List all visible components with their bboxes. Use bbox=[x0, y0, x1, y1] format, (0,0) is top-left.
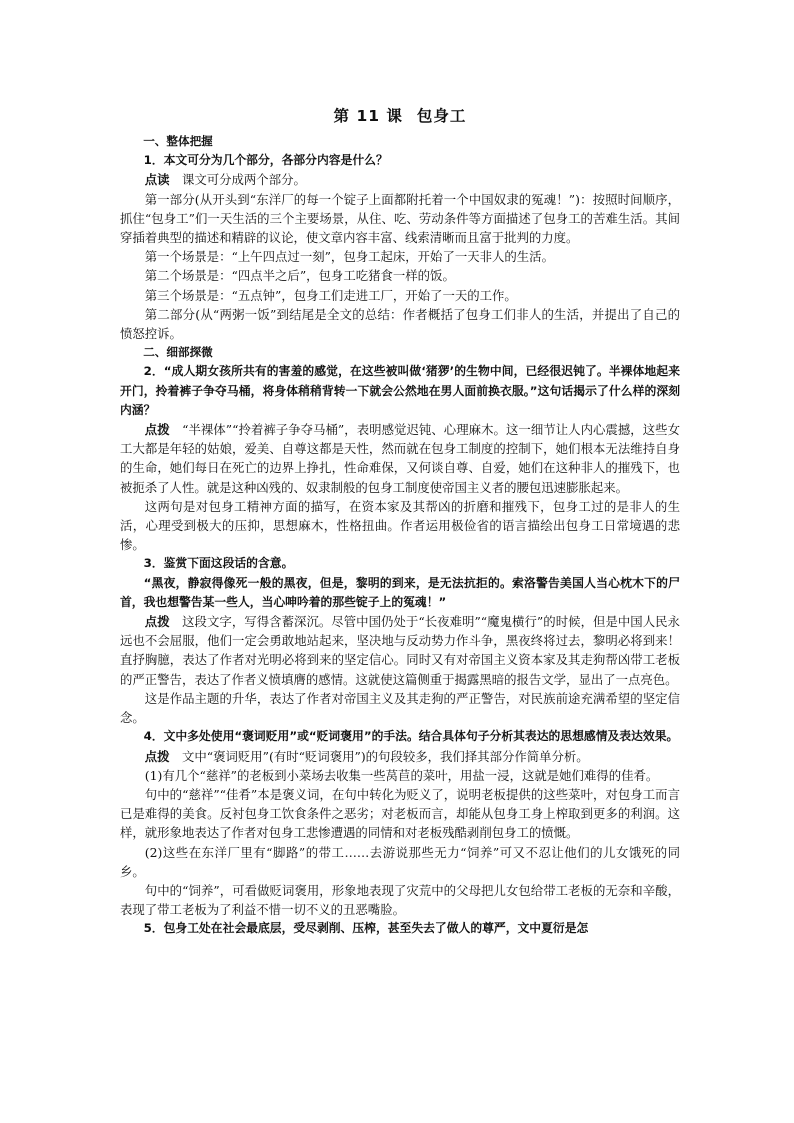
answer-1-scene-3: 第三个场景是：“五点钟”，包身工们走进工厂，开始了一天的工作。 bbox=[144, 287, 517, 303]
question-4: 4．文中多处使用“褒词贬用”或“贬词褒用”的手法。结合具体句子分析其表达的思想感情及表达效果。 bbox=[143, 729, 679, 744]
answer-4-example-1: (1)有几个“慈祥”的老板到小菜场去收集一些莴苣的菜叶，用盐一浸，这就是她们难得的佳肴。 bbox=[144, 767, 659, 783]
page-title bbox=[120, 106, 680, 126]
question-3: 3．鉴赏下面这段话的含意。 bbox=[143, 556, 294, 571]
answer-3 bbox=[120, 612, 680, 689]
answer-3-text: 这段文字，写得含蓄深沉。尽管中国仍处于“长夜难明”“魔鬼横行”的时候，但是中国人民永远也不会屈服，他们一定会勇敢地站起来，坚决地与反动势力作斗争，黑夜终将过去，黎明必将到来！直抒胸臆，表达了作者对光明必将到来的坚定信心。同时又有对帝国主义资本家及其走狗帮凶带工老板的严正警告，表达了作者义愤填膺的感情。这就使这篇侧重于揭露黑暗的报告文学，显出了一点亮色。 bbox=[120, 614, 681, 687]
answer-4-lead: 点拨 bbox=[144, 748, 170, 764]
answer-2-extra: 这两句是对包身工精神方面的描写，在资本家及其帮凶的折磨和摧残下，包身工过的是非人的生活，心理受到极大的压抑，思想麻木，性格扭曲。作者运用极俭省的语言描绘出包身工日常境遇的悲惨。 bbox=[120, 498, 680, 553]
question-3-quote: “黑夜，静寂得像死一般的黑夜，但是，黎明的到来，是无法抗拒的。索洛警告美国人当心枕木下的尸首，我也想警告某一些人，当心呻吟着的那些锭子上的冤魂！” bbox=[120, 575, 680, 609]
answer-4-example-2: (2)这些在东洋厂里有“脚路”的带工……去游说那些无力“饲养”可又不忍让他们的儿女饿死的同乡。 bbox=[120, 844, 680, 879]
answer-1 bbox=[120, 170, 680, 189]
answer-1-scene-1: 第一个场景是：“上午四点过一刻”，包身工起床，开始了一天非人的生活。 bbox=[144, 249, 554, 265]
answer-4-example-2-note: 句中的“饲养”，可看做贬词褒用，形象地表现了灾荒中的父母把儿女包给带工老板的无奈和辛酸，表现了带工老板为了利益不惜一切不义的丑恶嘴脸。 bbox=[120, 882, 680, 918]
answer-1-part-1: 第一部分(从开头到“东洋厂的每一个锭子上面都附托着一个中国奴隶的冤魂！”)：按照时间顺序，抓住“包身工”们一天生活的三个主要场景，从住、吃、劳动条件等方面描述了包身工的苦难生活。其间穿插着典型的描述和精辟的议论，使文章内容丰富、线索清晰而且富于批判的力度。 bbox=[120, 191, 680, 246]
answer-3-extra: 这是作品主题的升华，表达了作者对帝国主义及其走狗的严正警告，对民族前途充满希望的坚定信念。 bbox=[120, 690, 680, 726]
lesson-name: 包身工 bbox=[416, 107, 467, 125]
answer-2-text: “半裸体”“拎着裤子争夺马桶”，表明感觉迟钝、心理麻木。这一细节让人内心震撼，这些女工大都是年轻的姑娘，爱美、自尊这都是天性，然而就在包身工制度的控制下，她们根本无法维持自身的生命，她们每日在死亡的边界上挣扎，性命难保，又何谈自尊、自爱，她们在这种非人的摧残下，也被扼杀了人性。就是这种凶残的、奴隶制般的包身工制度使帝国主义者的腰包迅速膨胀起来。 bbox=[120, 422, 680, 495]
answer-3-lead: 点拨 bbox=[144, 614, 170, 630]
question-2: 2．“成人期女孩所共有的害羞的感觉，在这些被叫做‘猪猡’的生物中间，已经很迟钝了。半裸体地起来开门，拎着裤子争夺马桶，将身体稍稍背转一下就会公然地在男人面前换衣服。”这句话揭示了什么样的深刻内涵？ bbox=[120, 364, 680, 417]
section-heading-overview: 一、整体把握 bbox=[143, 134, 213, 148]
section-heading-details: 二、细部探微 bbox=[143, 345, 213, 360]
answer-4-example-1-note: 句中的“慈祥”“佳肴”本是褒义词，在句中转化为贬义了，说明老板提供的这些菜叶，对包身工而言已是难得的美食。反衬包身工饮食条件之恶劣；对老板而言，却能从包身工身上榨取到更多的利润。这样，就形象地表达了作者对包身工悲惨遭遇的同情和对老板残酷剥削包身工的愤慨。 bbox=[120, 786, 680, 841]
lesson-number: 第 11 课 bbox=[333, 107, 403, 125]
answer-1-lead: 点读 bbox=[144, 172, 170, 188]
answer-4 bbox=[120, 747, 680, 766]
document-page bbox=[120, 106, 680, 939]
answer-1-part-2: 第二部分(从“两粥一饭”到结尾是全文的总结：作者概括了包身工们非人的生活，并提出了自己的愤怒控诉。 bbox=[120, 306, 680, 342]
answer-2 bbox=[120, 420, 680, 497]
answer-1-text: 课文可分成两个部分。 bbox=[181, 172, 306, 188]
answer-2-lead: 点拨 bbox=[144, 422, 170, 438]
answer-1-scene-2: 第二个场景是：“四点半之后”，包身工吃猪食一样的饭。 bbox=[144, 268, 455, 284]
question-1: 1．本文可分为几个部分，各部分内容是什么？ bbox=[143, 153, 388, 168]
answer-4-text: 文中“褒词贬用”(有时“贬词褒用”)的句段较多，我们择其部分作简单分析。 bbox=[181, 748, 589, 764]
question-5: 5．包身工处在社会最底层，受尽剥削、压榨，甚至失去了做人的尊严，文中夏衍是怎 bbox=[143, 921, 589, 936]
